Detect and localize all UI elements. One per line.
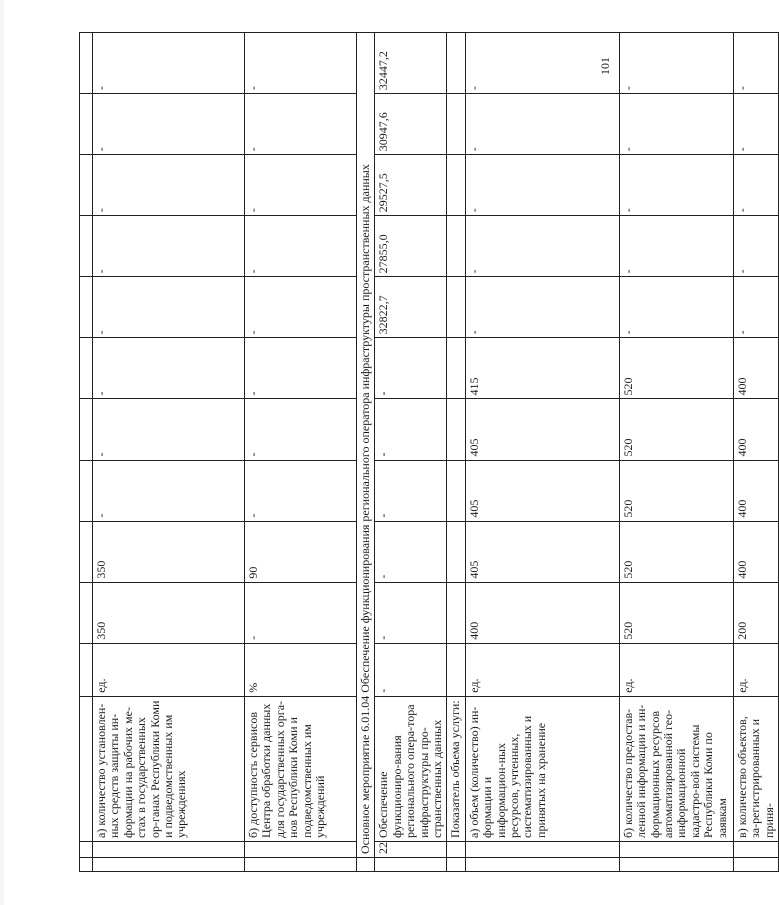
table-row (465, 33, 619, 872)
value-cell: 400 (733, 338, 778, 399)
value-cell: 200 (733, 582, 778, 643)
gap-cell (80, 277, 93, 338)
value-cell: - (619, 216, 733, 277)
empty-cell (447, 582, 465, 643)
gap-cell (80, 582, 93, 643)
value-cell: 29527,5 (375, 155, 447, 216)
gap-cell (80, 521, 93, 582)
section-title: Основное мероприятие 6.01.04 Обеспечение функционирования регионального оператора инфраструктуры пространственных данных (357, 33, 375, 858)
empty-cell (447, 155, 465, 216)
empty-cell (447, 399, 465, 460)
value-cell: - (93, 33, 245, 94)
value-cell: - (245, 33, 357, 94)
value-cell: - (93, 399, 245, 460)
unit-cell: ед. (465, 643, 619, 696)
value-cell: 520 (619, 582, 733, 643)
empty-cell (447, 94, 465, 155)
value-cell: 400 (465, 582, 619, 643)
value-cell: 90 (245, 521, 357, 582)
subheader-row (447, 33, 465, 872)
value-cell: 520 (619, 338, 733, 399)
value-cell: - (465, 94, 619, 155)
value-cell: - (245, 155, 357, 216)
empty-cell (447, 643, 465, 696)
value-cell: - (619, 277, 733, 338)
gap-cell (80, 216, 93, 277)
value-cell: 27855,0 (375, 216, 447, 277)
indicator-name: б) количество предостав-ленной информации и ин-формационных ресурсов автоматизированной гео-информационной кадастро-вой системы Республики Коми по заявкам (619, 696, 733, 841)
value-cell: 405 (465, 460, 619, 521)
value-cell: - (93, 338, 245, 399)
value-cell: - (465, 277, 619, 338)
row-number (245, 841, 357, 857)
unit-cell: % (245, 643, 357, 696)
table-row (93, 33, 245, 872)
value-cell: - (375, 338, 447, 399)
value-cell: 520 (619, 460, 733, 521)
scan-edge (0, 0, 4, 905)
table-row (375, 33, 447, 872)
empty-cell (447, 277, 465, 338)
row-number (465, 841, 619, 857)
gap-cell (80, 155, 93, 216)
gap-cell (80, 841, 93, 857)
subheader-label: Показатель объема услуги: (447, 696, 465, 841)
value-cell: - (619, 94, 733, 155)
value-cell: 32447,2 (375, 33, 447, 94)
value-cell: 415 (465, 338, 619, 399)
value-cell: - (375, 399, 447, 460)
value-cell: 400 (733, 399, 778, 460)
empty-cell (447, 216, 465, 277)
value-cell: - (93, 216, 245, 277)
value-cell: - (245, 582, 357, 643)
side-strip-cell (465, 857, 619, 871)
value-cell: - (465, 216, 619, 277)
indicator-name: б) доступность сервисов Центра обработки данных для государственных орга-нов Республики Коми и подведомственных им учреждений (245, 696, 357, 841)
value-cell: 520 (619, 399, 733, 460)
value-cell: 400 (733, 521, 778, 582)
value-cell: - (733, 94, 778, 155)
value-cell: 400 (733, 460, 778, 521)
side-strip-cell (93, 857, 245, 871)
value-cell: - (245, 277, 357, 338)
row-number: 22 (375, 841, 447, 857)
value-cell: - (733, 155, 778, 216)
indicator-name: в) количество объектов, за-регистрированных и приня- (733, 696, 778, 841)
indicator-name: а) количество установлен-ных средств защиты ин-формации на рабочих ме-стах в государственных ор-ганах Республики Коми и подведомственных им учреждениях (93, 696, 245, 841)
table-row (245, 33, 357, 872)
gap-cell (80, 94, 93, 155)
value-cell: 30947,6 (375, 94, 447, 155)
top-gap-row (80, 33, 93, 872)
unit-cell: ед. (733, 643, 778, 696)
value-cell: - (245, 338, 357, 399)
value-cell: - (619, 33, 733, 94)
value-cell: - (733, 33, 778, 94)
value-cell: 405 (465, 521, 619, 582)
value-cell: - (245, 94, 357, 155)
value-cell: - (733, 277, 778, 338)
gap-cell (80, 857, 93, 871)
unit-cell: - (375, 643, 447, 696)
value-cell: 520 (619, 521, 733, 582)
value-cell: - (375, 582, 447, 643)
value-cell: - (93, 460, 245, 521)
unit-cell: ед. (619, 643, 733, 696)
value-cell: 32822,7 (375, 277, 447, 338)
gap-cell (80, 399, 93, 460)
side-strip-cell (619, 857, 733, 871)
value-cell: - (93, 94, 245, 155)
row-number (733, 841, 778, 857)
value-cell: - (733, 216, 778, 277)
table-row (619, 33, 733, 872)
value-cell: 350 (93, 521, 245, 582)
value-cell: - (245, 399, 357, 460)
gap-cell (80, 33, 93, 94)
side-strip-cell (245, 857, 357, 871)
page-number: 101 (598, 57, 612, 75)
empty-cell (447, 460, 465, 521)
gap-cell (80, 460, 93, 521)
data-table (79, 32, 779, 872)
table-row (733, 33, 778, 872)
side-strip-cell (357, 857, 375, 871)
empty-cell (447, 521, 465, 582)
value-cell: - (465, 155, 619, 216)
value-cell: - (465, 33, 619, 94)
value-cell: - (93, 155, 245, 216)
value-cell: 405 (465, 399, 619, 460)
value-cell: - (93, 277, 245, 338)
gap-cell (80, 338, 93, 399)
row-number (619, 841, 733, 857)
value-cell: - (245, 216, 357, 277)
rotated-table-wrapper (79, 32, 776, 872)
empty-cell (447, 338, 465, 399)
side-strip-cell (733, 857, 778, 871)
gap-cell (80, 643, 93, 696)
gap-cell (80, 696, 93, 841)
empty-cell (447, 33, 465, 94)
value-cell: - (375, 460, 447, 521)
section-row (357, 33, 375, 872)
indicator-name: а) объем (количество) ин-формации и информацион-ных ресурсов, учтенных, систематизированных и принятых на хранение (465, 696, 619, 841)
value-cell: - (619, 155, 733, 216)
value-cell: - (375, 521, 447, 582)
side-strip-cell (375, 857, 447, 871)
value-cell: - (245, 460, 357, 521)
row-number (447, 841, 465, 857)
row-number (93, 841, 245, 857)
value-cell: 350 (93, 582, 245, 643)
indicator-name: Обеспечение функциониро-вания регионального опера-тора инфраструктуры про-странственных данных (375, 696, 447, 841)
unit-cell: ед. (93, 643, 245, 696)
side-strip-cell (447, 857, 465, 871)
